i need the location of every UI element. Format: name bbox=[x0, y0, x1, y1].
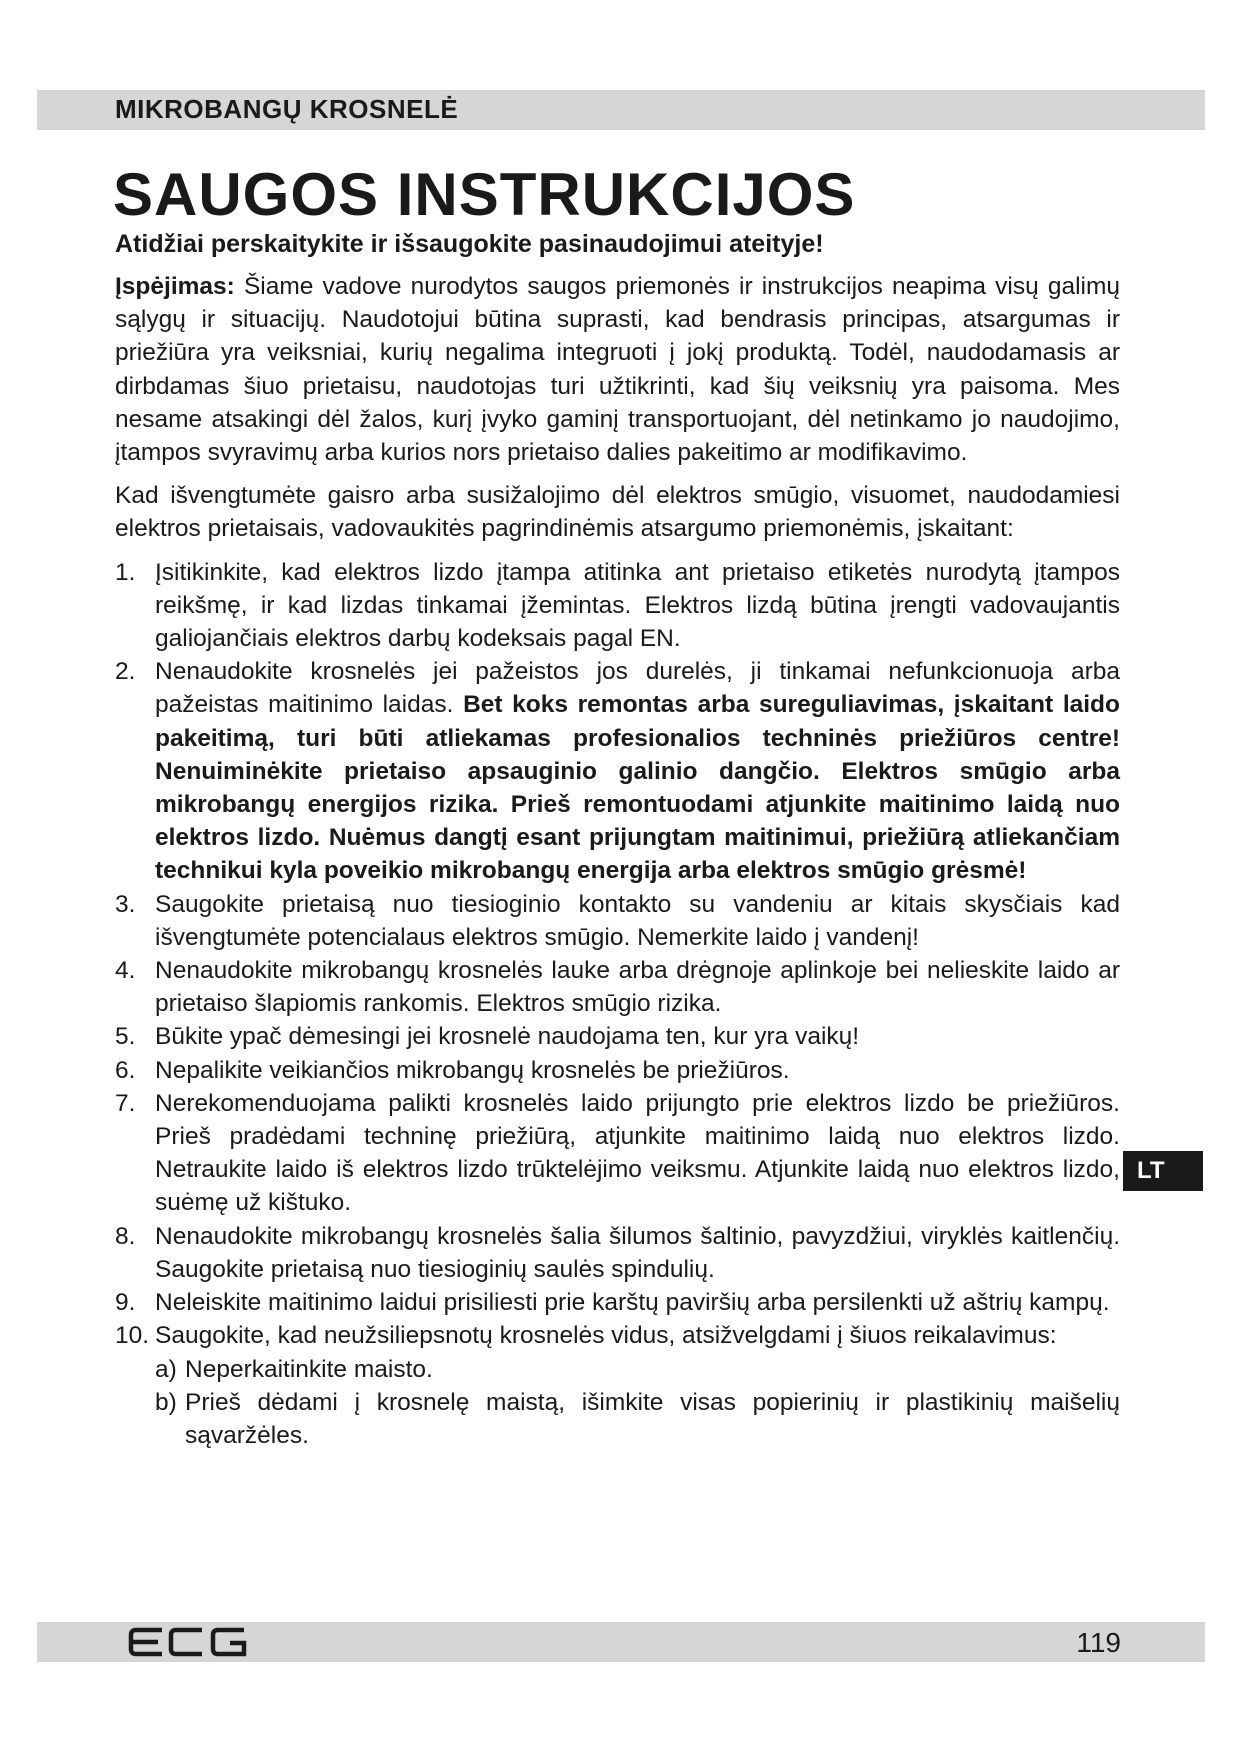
list-item bbox=[115, 954, 1120, 1020]
list-item bbox=[115, 1220, 1120, 1286]
list-number: 8. bbox=[115, 1222, 136, 1250]
warning-text: Šiame vadove nurodytos saugos priemonės ir instrukcijos neapima visų galimų sąlygų ir situacijų. Naudotojui būtina suprasti, kad bendrasis principas, atsargumas ir priežiūra yra veiksniai, kurių negalima integruoti į jokį produktą. Todėl, naudodamasis ar dirbdamas šiuo prietaisu, naudotojas turi užtikrinti, kad šių veiksnių yra paisoma. Mes nesame atsakingi dėl žalos, kurį įvyko gaminį transportuojant, dėl netinkamo jo naudojimo, įtampos svyravimų arba kurios nors prietaiso dalies pakeitimo ar modifikavimo. bbox=[115, 273, 1120, 467]
list-item-bold-warning: Bet koks remontas arba sureguliavimas, įskaitant laido pakeitimą, turi būti atliekamas profesionalios techninės priežiūros centre! Nenuiminėkite prietaiso apsauginio galinio dangčio. Elektros smūgio arba mikrobangų energijos rizika. Prieš remontuodami atjunkite maitinimo laidą nuo elektros lizdo. Nuėmus dangtį esant prijungtam maitinimui, priežiūrą atliekančiam technikui kyla poveikio mikrobangų energija arba elektros smūgio grėsmė! bbox=[155, 691, 1120, 885]
list-number: 2. bbox=[115, 658, 136, 686]
list-item bbox=[115, 1054, 1120, 1087]
list-number: 6. bbox=[115, 1056, 136, 1084]
list-item-text: Būkite ypač dėmesingi jei krosnelė naudojama ten, kur yra vaikų! bbox=[155, 1023, 860, 1051]
list-number: 9. bbox=[115, 1289, 136, 1317]
page-number: 119 bbox=[1076, 1627, 1121, 1658]
page-title: SAUGOS INSTRUKCIJOS bbox=[113, 161, 856, 228]
list-number: 3. bbox=[115, 890, 136, 918]
list-item-text: Neleiskite maitinimo laidui prisiliesti prie karštų paviršių arba persilenkti už aštrių kampų. bbox=[155, 1289, 1110, 1317]
sub-list bbox=[155, 1353, 1120, 1453]
sub-list-item bbox=[155, 1386, 1120, 1452]
list-number: 5. bbox=[115, 1023, 136, 1051]
list-item bbox=[115, 1087, 1120, 1220]
page-subtitle: Atidžiai perskaitykite ir išsaugokite pasinaudojimui ateityje! bbox=[115, 230, 824, 258]
list-item-text: Nerekomenduojama palikti krosnelės laido prijungto prie elektros lizdo be priežiūros. Prieš pradėdami techninę priežiūrą, atjunkite maitinimo laidą nuo elektros lizdo. Netraukite laido iš elektros lizdo trūktelėjimo veiksmu. Atjunkite laidą nuo elektros lizdo, suėmę už kištuko. bbox=[155, 1089, 1120, 1217]
sub-list-text: Neperkaitinkite maisto. bbox=[185, 1355, 433, 1383]
safety-rules-list bbox=[115, 556, 1120, 1452]
list-number: 4. bbox=[115, 957, 136, 985]
document-body bbox=[115, 270, 1120, 1452]
list-item bbox=[115, 655, 1120, 887]
warning-paragraph bbox=[115, 270, 1120, 469]
sub-list-letter: b) bbox=[155, 1388, 177, 1416]
ecg-logo bbox=[128, 1626, 248, 1658]
language-tab: LT bbox=[1123, 1151, 1203, 1191]
list-item-text: Nepalikite veikiančios mikrobangų krosnelės be priežiūros. bbox=[155, 1056, 790, 1084]
list-item-text: Saugokite prietaisą nuo tiesioginio kontakto su vandeniu ar kitais skysčiais kad išvengtumėte potencialaus elektros smūgio. Nemerkite laido į vandenį! bbox=[155, 890, 1120, 951]
list-item-text: Saugokite, kad neužsiliepsnotų krosnelės vidus, atsižvelgdami į šiuos reikalavimus: bbox=[155, 1322, 1057, 1350]
list-item-text: Nenaudokite mikrobangų krosnelės šalia šilumos šaltinio, pavyzdžiui, viryklės kaitlenčių. Saugokite prietaisą nuo tiesioginių saulės spindulių. bbox=[155, 1222, 1120, 1283]
section-header-title: MIKROBANGŲ KROSNELĖ bbox=[115, 94, 459, 124]
list-number: 1. bbox=[115, 558, 136, 586]
warning-label: Įspėjimas: bbox=[115, 273, 235, 300]
list-item-text: Nenaudokite mikrobangų krosnelės lauke arba drėgnoje aplinkoje bei nelieskite laido ar prietaiso šlapiomis rankomis. Elektros smūgio rizika. bbox=[155, 957, 1120, 1018]
list-item bbox=[115, 1319, 1120, 1452]
sub-list-item bbox=[155, 1353, 1120, 1386]
list-item bbox=[115, 1020, 1120, 1053]
list-number: 10. bbox=[115, 1322, 150, 1350]
sub-list-text: Prieš dėdami į krosnelę maistą, išimkite visas popierinių ir plastikinių maišelių sąvaržėles. bbox=[185, 1388, 1120, 1449]
list-number: 7. bbox=[115, 1089, 136, 1117]
sub-list-letter: a) bbox=[155, 1355, 177, 1383]
list-item-text: Nenaudokite krosnelės jei pažeistos jos durelės, ji tinkamai nefunkcionuoja arba pažeistas maitinimo laidas. bbox=[155, 658, 1120, 719]
list-item-text: Įsitikinkite, kad elektros lizdo įtampa atitinka ant prietaiso etiketės nurodytą įtampos reikšmę, ir kad lizdas tinkamai įžemintas. Elektros lizdą būtina įrengti vadovaujantis galiojančiais elektros darbų kodeksais pagal EN. bbox=[155, 558, 1120, 653]
intro-paragraph: Kad išvengtumėte gaisro arba susižalojimo dėl elektros smūgio, visuomet, naudodamiesi elektros prietaisais, vadovaukitės pagrindinėmis atsargumo priemonėmis, įskaitant: bbox=[115, 482, 1120, 543]
list-item bbox=[115, 556, 1120, 656]
list-item bbox=[115, 1286, 1120, 1319]
list-item bbox=[115, 888, 1120, 954]
